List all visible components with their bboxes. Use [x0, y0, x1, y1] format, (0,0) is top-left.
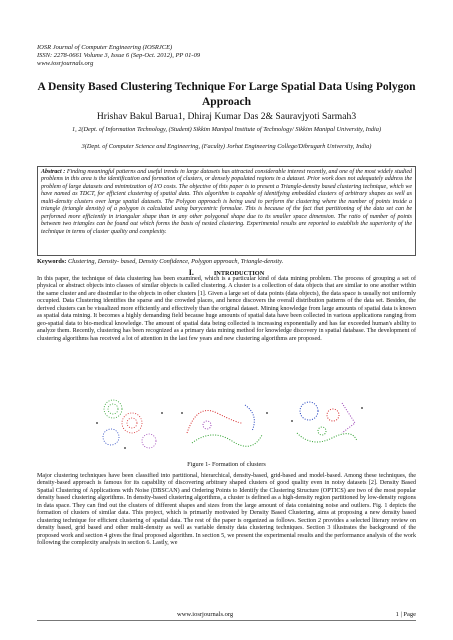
journal-name: IOSR Journal of Computer Engineering (IOSRJCE) [37, 44, 173, 51]
figure-caption: Figure 1- Formation of clusters [187, 461, 266, 468]
abstract [41, 169, 412, 236]
footer-site: www.iosrjournals.org [177, 611, 234, 618]
section-title: INTRODUCTION [213, 270, 265, 277]
paper-title: A Density Based Clustering Technique For Large Spatial Data Using Polygon Approach [37, 81, 416, 108]
figure-panel-1 [96, 400, 163, 449]
abstract-text: Finding meaningful patterns and useful trends in large datasets has attracted considerable interest recently, and one of the most widely studied problems in this area is the identification and formation of clusters, or densely populated regions in a dataset. Prior work does not adequately address the problem of large datasets and minimization of I/O costs. The objective of this paper is to present a Triangle-density based clustering technique, which we have named as TDCT, for efficient clustering of spatial data. This algorithm is capable of identifying embedded clusters of arbitrary shapes as well as multi-density clusters over large spatial datasets. The Polygon approach is being used to perform the clustering where the number of points inside a triangle (triangle density) of a polygon is calculated using barycentric formulae. This is because of the fact that partitioning of the data set can be performed more efficiently in triangular shape than in any other polygonal shape due to its smaller space dimension. The ratio of number of points between two triangles can be found out which forms the basis of nested clustering. Experimental results are reported to establish the superiority of the technique in terms of cluster quality and complexity. [41, 169, 413, 235]
section-number: I. [188, 268, 194, 277]
footer-rule [37, 620, 416, 621]
page-number: 1 | Page [395, 611, 416, 618]
intro-paragraph: In this paper, the technique of data clustering has been examined, which is a particular kind of data mining problem. The process of grouping a set of physical or abstract objects into classes of similar objects is called clustering. A cluster is a collection of data objects that are similar to one another within the same cluster and are dissimilar to the objects in other clusters [1]. Given a large set of data points (data objects), the data space is usually not uniformly occupied. Data Clustering identifies the sparse and the crowded places, and hence discovers the overall distribution patterns of the data set. Besides, the derived clusters can be visualized more efficiently and effectively than the original dataset. Mining knowledge from large amounts of spatial data is known as spatial data mining. It becomes a highly demanding field because huge amounts of spatial data have been collected in various applications ranging from geo-spatial data to bio-medical knowledge. The amount of spatial data being collected is increasing exponentially and has far exceeded human's ability to analyze them. Recently, clustering has been recognized as a primary data mining method for knowledge discovery in spatial database. The development of clustering algorithms has received a lot of attention in the last few years and new clustering algorithms are proposed. [37, 276, 416, 342]
affiliation-2: 3(Dept. of Computer Science and Engineering, (Faculty) Jorhat Engineering College/Dibrugarh University, India) [81, 143, 372, 150]
journal-site: www.iosrjournals.org [37, 60, 94, 68]
body-paragraph: Major clustering techniques have been classified into partitional, hierarchical, density-based, grid-based and model-based. Among these techniques, the density-based approach is famous for its capability of discovering arbitrary shaped clusters of good quality even in noisy datasets [2]. Density Based Spatial Clustering of Applications with Noise (DBSCAN) and Ordering Points to Identify the Clustering Structure (OPTICS) are two of the most popular density based clustering algorithms. In density-based clustering algorithms, a cluster is defined as a high-density region partitioned by low-density regions in data space. They can find out the clusters of different shapes and sizes from the large amount of data containing noise and outliers. Fig. 1 depicts the formation of clusters of similar data. This project, which is primarily motivated by Density Based Clustering, aims at proposing a new density based clustering technique for efficient clustering of spatial data. The rest of the paper is organized as follows. Section 2 provides a selected literary review on density based, grid based and other multi-density as well as variable density data clustering techniques. Section 3 illustrates the background of the proposed work and section 4 gives the final proposed algorithm. In section 5, we present the experimental results and the performance analysis of the work following the complexity analysis in section 6. Lastly, we [37, 473, 416, 547]
abstract-label: Abstract : [41, 169, 66, 175]
keywords-label: Keywords: [37, 258, 67, 265]
clusters-figure [37, 393, 416, 455]
keywords [37, 258, 416, 265]
journal-header [37, 44, 200, 69]
keywords-text: Clustering, Density- based, Density Confidence, Polygon approach, Triangle-density. [66, 258, 284, 265]
figure-panel-2 [181, 405, 268, 446]
clusters-figure-image [37, 393, 416, 455]
issn-line: ISSN: 2278-0661 Volume 3, Issue 6 (Sep-Oct. 2012), PP 01-09 [37, 52, 201, 60]
affiliation-1: 1, 2(Dept. of Information Technology, (Student) Sikkim Manipal Institute of Technology/ Sikkim Manipal University, India) [71, 126, 382, 133]
author-list: Hrishav Bakul Barua1, Dhiraj Kumar Das 2& Sauravjyoti Sarmah3 [96, 111, 357, 122]
figure-panel-3 [291, 402, 363, 442]
abstract-box [37, 166, 416, 256]
